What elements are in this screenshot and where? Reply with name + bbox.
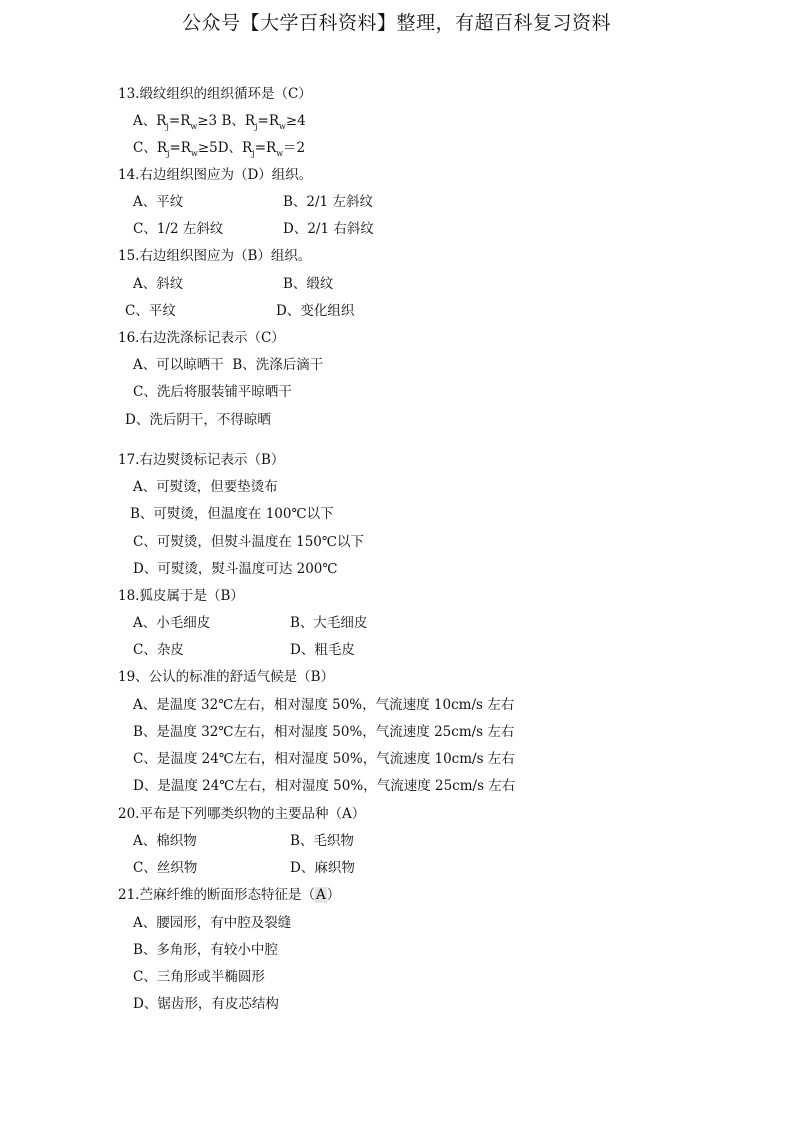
question-17-option-d: D、可熨烫，熨斗温度可达 200℃ <box>133 561 338 577</box>
question-15-option-c: C、平纹 <box>125 303 176 319</box>
question-21-option-c: C、三角形或半椭圆形 <box>133 969 265 985</box>
question-19-option-d: D、是温度 24℃左右，相对湿度 50%，气流速度 25cm/s 左右 <box>133 778 516 794</box>
question-16-option-d: D、洗后阴干，不得晾晒 <box>125 412 271 428</box>
question-20-stem: 20.平布是下列哪类织物的主要品种（A） <box>118 806 366 822</box>
question-21-option-a: A、腰园形，有中腔及裂缝 <box>133 915 292 931</box>
question-21-stem: 21.苎麻纤维的断面形态特征是（A） <box>118 887 341 903</box>
question-14-option-a: A、平纹 <box>133 194 184 210</box>
question-15-option-b: B、缎纹 <box>283 276 334 292</box>
question-15-option-d: D、变化组织 <box>276 303 355 319</box>
question-15-option-a: A、斜纹 <box>133 276 184 292</box>
question-16-option-ab: A、可以晾晒干 B、洗涤后滴干 <box>133 357 324 373</box>
question-15-stem: 15.右边组织图应为（B）组织。 <box>118 248 312 264</box>
question-17-stem: 17.右边熨烫标记表示（B） <box>118 452 285 468</box>
question-20-option-a: A、棉织物 <box>133 833 197 849</box>
question-14-option-b: B、2/1 左斜纹 <box>283 194 373 210</box>
question-19-option-b: B、是温度 32℃左右，相对湿度 50%，气流速度 25cm/s 左右 <box>133 724 515 740</box>
question-19-option-c: C、是温度 24℃左右，相对湿度 50%，气流速度 10cm/s 左右 <box>133 751 515 767</box>
question-17-option-a: A、可熨烫，但要垫烫布 <box>133 479 278 495</box>
question-18-stem: 18.狐皮属于是（B） <box>118 588 244 604</box>
question-17-option-c: C、可熨烫，但熨斗温度在 150℃以下 <box>133 534 364 550</box>
question-18-option-a: A、小毛细皮 <box>133 615 211 631</box>
question-18-option-b: B、大毛细皮 <box>290 615 368 631</box>
question-14-option-c: C、1/2 左斜纹 <box>133 221 224 237</box>
highlighted-answer: A <box>315 887 326 903</box>
question-21-option-b: B、多角形，有较小中腔 <box>133 942 278 958</box>
question-20-option-d: D、麻织物 <box>290 860 355 876</box>
question-20-option-b: B、毛织物 <box>290 833 354 849</box>
question-20-option-c: C、丝织物 <box>133 860 198 876</box>
question-18-option-c: C、杂皮 <box>133 642 184 658</box>
question-14-stem: 14.右边组织图应为（D）组织。 <box>118 167 313 183</box>
page-header: 公众号【大学百科资料】整理，有超百科复习资料 <box>181 12 611 34</box>
question-13-option-ab: A、$R_j=R_w\ge 3$ B、$R_j=R_w\ge 4$ <box>133 113 306 131</box>
question-17-option-b: B、可熨烫，但温度在 100℃以下 <box>130 506 334 522</box>
question-19-option-a: A、是温度 32℃左右，相对湿度 50%，气流速度 10cm/s 左右 <box>133 697 515 713</box>
question-13-option-cd: C、$R_j=R_w\ge 5D$、$R_j=R_w=2$ <box>133 140 306 158</box>
question-14-option-d: D、2/1 右斜纹 <box>283 221 374 237</box>
question-16-option-c: C、洗后将服装铺平晾晒干 <box>133 384 292 400</box>
question-13-stem: 13.缎纹组织的组织循环是（C） <box>118 86 312 102</box>
question-21-option-d: D、锯齿形，有皮芯结构 <box>133 996 279 1012</box>
question-18-option-d: D、粗毛皮 <box>290 642 355 658</box>
question-16-stem: 16.右边洗涤标记表示（C） <box>118 330 285 346</box>
question-19-stem: 19、公认的标准的舒适气候是（B） <box>118 669 335 685</box>
